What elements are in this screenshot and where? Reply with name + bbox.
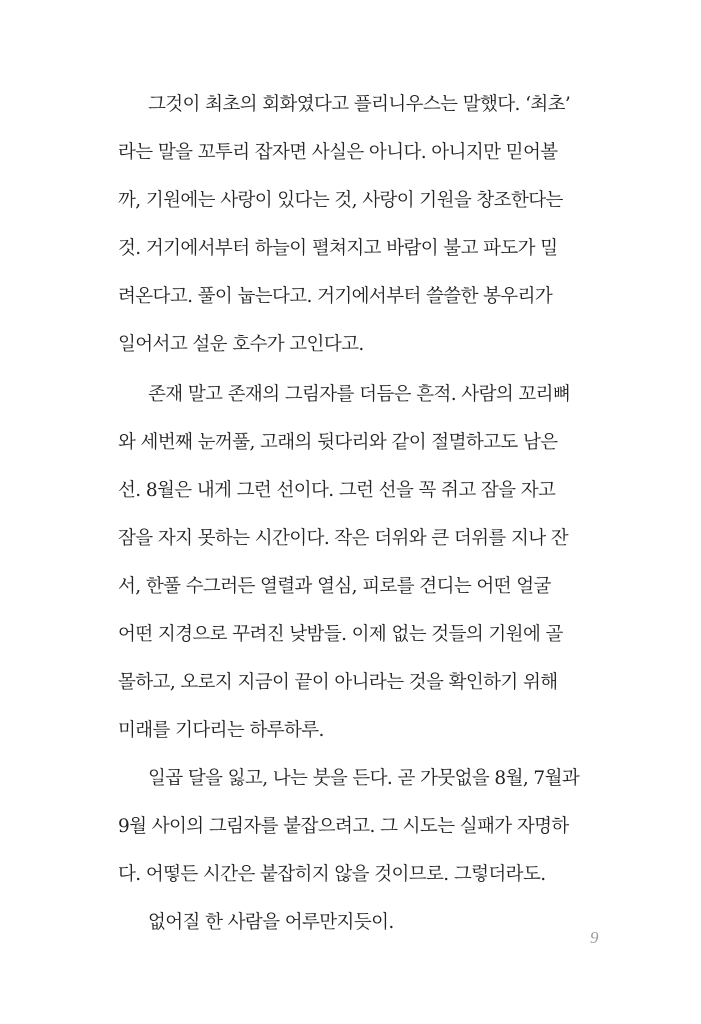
paragraph-3-line-2: 9월 사이의 그림자를 붙잡으려고. 그 시도는 실패가 자명하 <box>118 816 569 837</box>
paragraph-2-line-2: 와 세번째 눈꺼풀, 고래의 뒷다리와 같이 절멸하고도 남은 <box>118 432 558 453</box>
paragraph-2-line-6: 어떤 지경으로 꾸려진 낮밤들. 이제 없는 것들의 기원에 골 <box>118 624 563 645</box>
paragraph-1-line-5: 려온다고. 풀이 눕는다고. 거기에서부터 쓸쓸한 봉우리가 <box>118 286 553 307</box>
paragraph-2-line-3: 선. 8월은 내게 그런 선이다. 그런 선을 꼭 쥐고 잠을 자고 <box>118 480 556 501</box>
paragraph-1-line-2: 라는 말을 꼬투리 잡자면 사실은 아니다. 아니지만 믿어볼 <box>118 142 558 163</box>
paragraph-2-line-4: 잠을 자지 못하는 시간이다. 작은 더위와 큰 더위를 지나 잔 <box>118 528 569 549</box>
paragraph-1-line-1: 그것이 최초의 회화였다고 플리니우스는 말했다. ‘최초’ <box>148 94 571 115</box>
paragraph-4-line-1: 없어질 한 사람을 어루만지듯이. <box>148 912 394 933</box>
paragraph-3-line-3: 다. 어떻든 시간은 붙잡히지 않을 것이므로. 그렇더라도. <box>118 864 546 885</box>
paragraph-1-line-6: 일어서고 설운 호수가 고인다고. <box>118 334 364 355</box>
paragraph-2-line-8: 미래를 기다리는 하루하루. <box>118 720 324 741</box>
page-number: 9 <box>590 928 599 947</box>
paragraph-1-line-3: 까, 기원에는 사랑이 있다는 것, 사랑이 기원을 창조한다는 <box>118 190 563 211</box>
paragraph-1-line-4: 것. 거기에서부터 하늘이 펼쳐지고 바람이 불고 파도가 밀 <box>118 238 558 259</box>
paragraph-3-line-1: 일곱 달을 잃고, 나는 붓을 든다. 곧 가뭇없을 8월, 7월과 <box>148 768 580 789</box>
paragraph-2-line-5: 서, 한풀 수그러든 열렬과 열심, 피로를 견디는 어떤 얼굴 <box>118 576 551 597</box>
paragraph-2-line-1: 존재 말고 존재의 그림자를 더듬은 흔적. 사람의 꼬리뼈 <box>148 384 571 405</box>
paragraph-2-line-7: 몰하고, 오로지 지금이 끝이 아니라는 것을 확인하기 위해 <box>118 672 558 693</box>
